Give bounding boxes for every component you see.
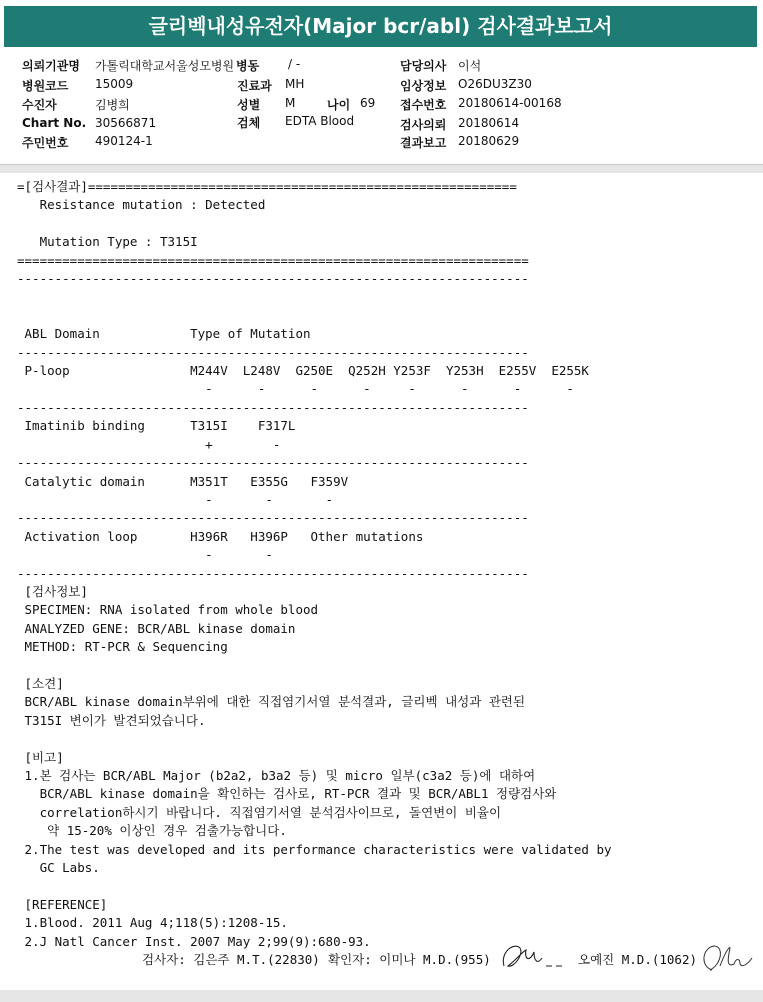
ward-value: / - bbox=[288, 57, 301, 71]
report-line: ==================================================================== bbox=[17, 252, 529, 268]
patient-label: 수진자 bbox=[22, 98, 57, 112]
doctor-label: 담당의사 bbox=[400, 59, 447, 73]
report-date-value: 20180629 bbox=[458, 134, 520, 148]
report-line: -------------------------------------------------------------------- bbox=[17, 565, 529, 581]
report-line: SPECIMEN: RNA isolated from whole blood bbox=[17, 602, 319, 618]
report-line bbox=[17, 288, 747, 306]
accession-value: 20180614-00168 bbox=[458, 96, 562, 110]
report-line: Catalytic domain M351T E355G F359V bbox=[17, 473, 349, 489]
report-line: GC Labs. bbox=[17, 860, 100, 876]
report-line bbox=[17, 877, 747, 895]
report-line: 약 15-20% 이상인 경우 검출가능합니다. bbox=[17, 823, 287, 839]
id-value: 490124-1 bbox=[95, 134, 153, 148]
ward-label: 병동 bbox=[236, 59, 260, 73]
report-line: 1.Blood. 2011 Aug 4;118(5):1208-15. bbox=[17, 915, 288, 931]
report-date-label: 결과보고 bbox=[400, 136, 447, 150]
report-line: ABL Domain Type of Mutation bbox=[17, 326, 311, 342]
report-line: -------------------------------------------------------------------- bbox=[17, 399, 529, 415]
report-line: 2.J Natl Cancer Inst. 2007 May 2;99(9):680-93. bbox=[17, 933, 371, 949]
report-line: T315I 변이가 발견되었습니다. bbox=[17, 712, 206, 728]
report-line: -------------------------------------------------------------------- bbox=[17, 271, 529, 287]
report-title: 글리벡내성유전자(Major bcr/abl) 검사결과보고서 bbox=[4, 6, 757, 47]
chart-value: 30566871 bbox=[95, 116, 157, 130]
report-line bbox=[17, 657, 747, 675]
clinical-info-value: O26DU3Z30 bbox=[458, 77, 532, 91]
hospital-code-label: 병원코드 bbox=[22, 79, 69, 93]
sex-value: M bbox=[285, 96, 296, 110]
dept-value: MH bbox=[285, 77, 305, 91]
report-line bbox=[17, 307, 747, 325]
handwritten-signature-1 bbox=[496, 938, 566, 974]
handwritten-signature-2 bbox=[696, 940, 758, 976]
bottom-bar bbox=[0, 990, 763, 1002]
report-body bbox=[17, 178, 747, 951]
signature-row bbox=[0, 946, 763, 970]
confirmer-signature: 확인자: 이미나 M.D.(955) bbox=[328, 952, 491, 967]
specimen-value: EDTA Blood bbox=[285, 114, 355, 128]
report-line: BCR/ABL kinase domain부위에 대한 직접염기서열 분석결과, 글리벡 내성과 관련된 bbox=[17, 694, 526, 710]
report-line bbox=[17, 730, 747, 748]
report-line: BCR/ABL kinase domain을 확인하는 검사로, RT-PCR 결과 및 BCR/ABL1 정량검사와 bbox=[17, 786, 557, 802]
age-value: 69 bbox=[360, 96, 376, 110]
report-line bbox=[17, 215, 747, 233]
report-line: correlation하시기 바랍니다. 직접염기서열 분석검사이므로, 돌연변이 비율이 bbox=[17, 804, 502, 820]
age-label: 나이 bbox=[327, 98, 351, 112]
specimen-label: 검체 bbox=[237, 116, 261, 130]
doctor-value: 이석 bbox=[458, 59, 482, 73]
report-line: [소견] bbox=[17, 675, 64, 691]
request-date-label: 검사의뢰 bbox=[400, 118, 447, 132]
report-line: + - bbox=[17, 436, 281, 452]
confirmer2-signature: 오예진 M.D.(1062) bbox=[578, 952, 698, 967]
report-line: - - - - - - - - bbox=[17, 381, 574, 397]
institution-label: 의뢰기관명 bbox=[22, 59, 80, 73]
report-line: - - - bbox=[17, 491, 334, 507]
dept-label: 진료과 bbox=[237, 79, 272, 93]
header-separator bbox=[0, 164, 763, 173]
report-line: Imatinib binding T315I F317L bbox=[17, 418, 296, 434]
sex-label: 성별 bbox=[237, 98, 261, 112]
report-line: [검사정보] bbox=[17, 583, 88, 599]
patient-value: 김병희 bbox=[95, 98, 130, 112]
report-line: -------------------------------------------------------------------- bbox=[17, 510, 529, 526]
clinical-info-label: 임상정보 bbox=[400, 79, 447, 93]
report-line: - - bbox=[17, 547, 273, 563]
report-line: -------------------------------------------------------------------- bbox=[17, 455, 529, 471]
report-line: Activation loop H396R H396P Other mutations bbox=[17, 528, 424, 544]
hospital-code-value: 15009 bbox=[95, 77, 134, 91]
report-header bbox=[0, 54, 763, 164]
tester-signature: 검사자: 김은주 M.T.(22830) bbox=[142, 952, 320, 967]
report-line: 1.본 검사는 BCR/ABL Major (b2a2, b3a2 등) 및 micro 일부(c3a2 등)에 대하여 bbox=[17, 768, 536, 783]
report-line: -------------------------------------------------------------------- bbox=[17, 344, 529, 360]
report-line: =[검사결과]========================================================= bbox=[17, 179, 517, 194]
report-line: [REFERENCE] bbox=[17, 896, 108, 912]
report-line: METHOD: RT-PCR & Sequencing bbox=[17, 639, 228, 655]
institution-value: 가톨릭대학교서울성모병원 bbox=[95, 59, 235, 73]
report-line: ANALYZED GENE: BCR/ABL kinase domain bbox=[17, 620, 296, 636]
report-line: P-loop M244V L248V G250E Q252H Y253F Y253H E255V E255K bbox=[17, 363, 589, 379]
report-line: 2.The test was developed and its performance characteristics were validated by bbox=[17, 841, 612, 857]
request-date-value: 20180614 bbox=[458, 116, 520, 130]
report-line: Resistance mutation : Detected bbox=[17, 197, 266, 213]
report-line: Mutation Type : T315I bbox=[17, 234, 198, 250]
id-label: 주민번호 bbox=[22, 136, 69, 150]
report-line: [비고] bbox=[17, 749, 64, 765]
accession-label: 접수번호 bbox=[400, 98, 447, 112]
chart-label: Chart No. bbox=[22, 116, 87, 130]
